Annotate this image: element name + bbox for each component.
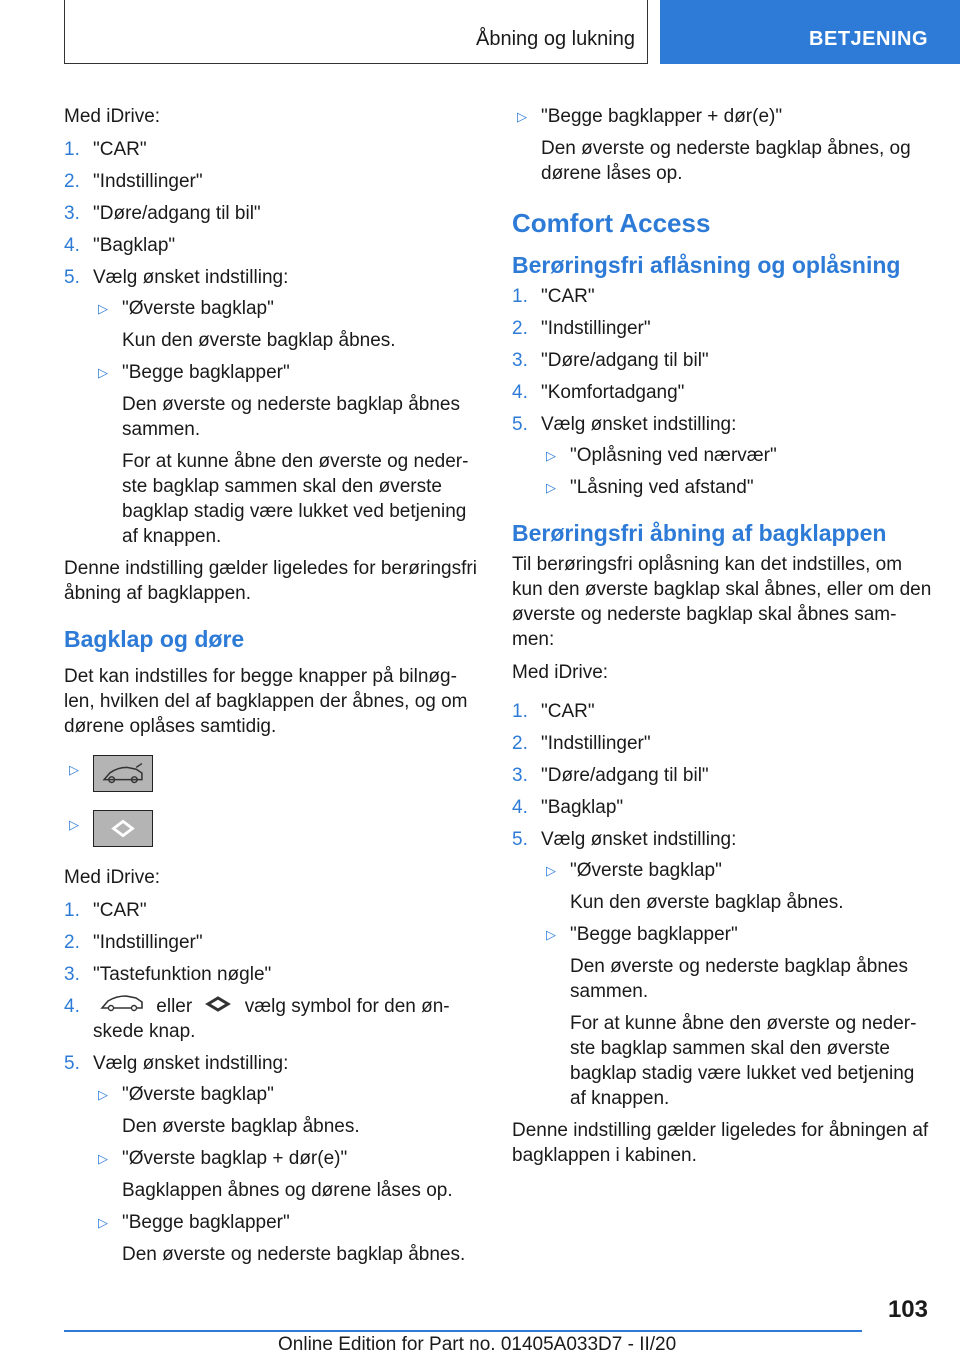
option-title: "Begge bagklapper": [122, 362, 290, 383]
step-text: vælg symbol for den øn-skede knap.: [93, 996, 450, 1043]
list-item: [512, 412, 932, 500]
list-item: [93, 296, 480, 353]
option-desc: Den øverste og nederste bagklap åbnes.: [122, 1244, 466, 1266]
triangle-bullet-icon: ▷: [517, 109, 527, 124]
step-text: "Komfortadgang": [541, 382, 685, 403]
step-number: 3.: [64, 203, 80, 224]
list-item: [512, 731, 932, 756]
triangle-bullet-icon: ▷: [546, 927, 556, 942]
step-number: 5.: [64, 1053, 80, 1075]
option-title: "Begge bagklapper": [122, 1212, 290, 1234]
footer-divider: [64, 1330, 862, 1332]
list-item: [64, 994, 480, 1044]
list-item: [64, 137, 480, 162]
triangle-bullet-icon: ▷: [98, 365, 108, 380]
list-item: [64, 265, 480, 549]
option-list: [512, 104, 932, 186]
option-desc: Den øverste og nederste bagklap åbnes sammen.: [122, 394, 460, 440]
heading-doors: Bagklap og døre: [64, 626, 245, 652]
step-text: "Bagklap": [93, 235, 176, 256]
step-text: Vælg ønsket indstilling:: [93, 267, 289, 288]
chapter-title: BETJENING: [809, 28, 928, 50]
step-number: 5.: [512, 414, 528, 435]
step-number: 4.: [64, 235, 80, 256]
triangle-bullet-icon: ▷: [546, 480, 556, 495]
edition-text: Online Edition for Part no. 01405A033D7 - II/20: [278, 1334, 677, 1355]
option-title: "Øverste bagklap": [570, 860, 722, 881]
option-desc: Den øverste og nederste bagklap åbnes sammen.: [570, 956, 908, 1002]
triangle-bullet-icon: ▷: [69, 817, 79, 832]
triangle-bullet-icon: ▷: [98, 1087, 108, 1103]
triangle-bullet-icon: ▷: [546, 448, 556, 463]
option-desc: Den øverste og nederste bagklap åbnes, og dørene låses op.: [541, 138, 911, 184]
step-number: 4.: [512, 797, 528, 818]
list-item: [541, 443, 932, 468]
list-item: [512, 827, 932, 1111]
option-title: "Øverste bagklap + dør(e)": [122, 1148, 348, 1170]
step-number: 1.: [64, 900, 80, 921]
option-desc: Kun den øverste bagklap åbnes.: [122, 330, 396, 351]
list-item: [64, 962, 480, 987]
steps-list: [64, 898, 480, 1267]
steps-list: [512, 699, 932, 1111]
header-section-box: [64, 0, 648, 64]
step-text: Vælg ønsket indstilling:: [541, 829, 737, 850]
header-chapter-tab: [660, 0, 960, 64]
option-desc: Bagklappen åbnes og dørene låses op.: [122, 1180, 453, 1202]
right-column: [512, 104, 932, 1176]
triangle-bullet-icon: ▷: [98, 301, 108, 316]
step-text: "CAR": [541, 286, 595, 307]
step-text: "Indstillinger": [541, 733, 651, 754]
option-title: "Begge bagklapper + dør(e)": [541, 106, 783, 127]
car-tailgate-icon: [93, 755, 153, 792]
option-list: [93, 296, 480, 549]
list-item: [64, 1051, 480, 1267]
list-item: [512, 699, 932, 724]
option-title: "Begge bagklapper": [570, 924, 738, 945]
step-text: "Døre/adgang til bil": [541, 350, 709, 371]
step-text: "Døre/adgang til bil": [541, 765, 709, 786]
list-item: [541, 475, 932, 500]
steps-list: [512, 284, 932, 500]
diamond-icon: [203, 994, 233, 1019]
triangle-bullet-icon: ▷: [98, 1151, 108, 1167]
list-item: [512, 380, 932, 405]
step-number: 5.: [64, 267, 80, 288]
step-number: 2.: [512, 318, 528, 339]
step-number: 3.: [64, 964, 80, 985]
open-text: Til berøringsfri oplåsning kan det indstilles, om kun den øverste bagklap skal åbnes, eller om den øverste og nederste bagklap skal åbnes sam-men:: [512, 554, 932, 650]
step-number: 1.: [512, 286, 528, 307]
option-title: "Øverste bagklap": [122, 1084, 274, 1106]
step-text: "Tastefunktion nøgle": [93, 964, 272, 985]
triangle-bullet-icon: ▷: [546, 863, 556, 878]
list-item: [64, 755, 480, 792]
idrive-intro: Med iDrive:: [512, 662, 609, 683]
option-desc: For at kunne åbne den øverste og neder-ste bagklap sammen skal den øverste bagklap stadig være lukket ved betjening af knappen.: [122, 451, 469, 547]
list-item: [512, 104, 932, 186]
left-column: [64, 104, 480, 1274]
list-item: [541, 858, 932, 915]
idrive-intro: Med iDrive:: [64, 106, 161, 127]
step-text: "CAR": [93, 139, 147, 160]
step-text: eller: [156, 996, 193, 1017]
step-text: "CAR": [541, 701, 595, 722]
heading-comfort-access: Comfort Access: [512, 208, 711, 238]
diamond-button-icon: [93, 810, 153, 847]
list-item: [93, 360, 480, 549]
list-item: [93, 1082, 480, 1139]
list-item: [541, 922, 932, 1111]
section-title: Åbning og lukning: [475, 28, 635, 50]
car-outline-icon: [99, 994, 145, 1019]
option-desc: For at kunne åbne den øverste og neder-ste bagklap sammen skal den øverste bagklap stadig være lukket ved betjening af knappen.: [570, 1013, 917, 1109]
step-number: 3.: [512, 765, 528, 786]
step-text: "Indstillinger": [93, 171, 203, 192]
step-text: "Bagklap": [541, 797, 624, 818]
list-item: [64, 201, 480, 226]
option-desc: Kun den øverste bagklap åbnes.: [570, 892, 844, 913]
step-text: Vælg ønsket indstilling:: [541, 414, 737, 435]
triangle-bullet-icon: ▷: [69, 762, 79, 777]
step-number: 2.: [512, 733, 528, 754]
option-list: [93, 1082, 480, 1267]
step-number: 3.: [512, 350, 528, 371]
list-item: [64, 169, 480, 194]
doors-text: Det kan indstilles for begge knapper på bilnøg-len, hvilken del af bagklappen der åbnes, og om dørene oplåses samtidig.: [64, 666, 468, 737]
option-list: [541, 443, 932, 500]
step-number: 4.: [64, 996, 80, 1017]
list-item: [64, 810, 480, 847]
page-number: 103: [887, 1296, 928, 1323]
step-text: "CAR": [93, 900, 147, 921]
note-text: Denne indstilling gælder ligeledes for åbningen af bagklappen i kabinen.: [512, 1120, 929, 1166]
option-title: "Øverste bagklap": [122, 298, 274, 319]
list-item: [512, 284, 932, 309]
step-number: 2.: [64, 932, 80, 953]
triangle-bullet-icon: ▷: [98, 1215, 108, 1231]
option-list: [541, 858, 932, 1111]
list-item: [93, 1210, 480, 1267]
step-text: Vælg ønsket indstilling:: [93, 1053, 289, 1075]
note-text: Denne indstilling gælder ligeledes for berøringsfri åbning af bagklappen.: [64, 558, 477, 604]
step-number: 1.: [64, 139, 80, 160]
list-item: [93, 1146, 480, 1203]
option-title: "Oplåsning ved nærvær": [570, 445, 777, 466]
list-item: [64, 233, 480, 258]
step-text: "Indstillinger": [93, 932, 203, 953]
step-number: 2.: [64, 171, 80, 192]
heading-touchless-lock: Berøringsfri aflåsning og oplåsning: [512, 252, 901, 278]
step-number: 5.: [512, 829, 528, 850]
list-item: [64, 898, 480, 923]
list-item: [512, 763, 932, 788]
heading-touchless-open: Berøringsfri åbning af bagklappen: [512, 520, 887, 546]
step-number: 1.: [512, 701, 528, 722]
list-item: [64, 930, 480, 955]
list-item: [512, 348, 932, 373]
list-item: [512, 316, 932, 341]
step-text: "Indstillinger": [541, 318, 651, 339]
steps-list: [64, 137, 480, 549]
option-title: "Låsning ved afstand": [570, 477, 754, 498]
step-text: "Døre/adgang til bil": [93, 203, 261, 224]
idrive-intro: Med iDrive:: [64, 867, 161, 888]
step-number: 4.: [512, 382, 528, 403]
option-desc: Den øverste bagklap åbnes.: [122, 1116, 360, 1138]
list-item: [512, 795, 932, 820]
